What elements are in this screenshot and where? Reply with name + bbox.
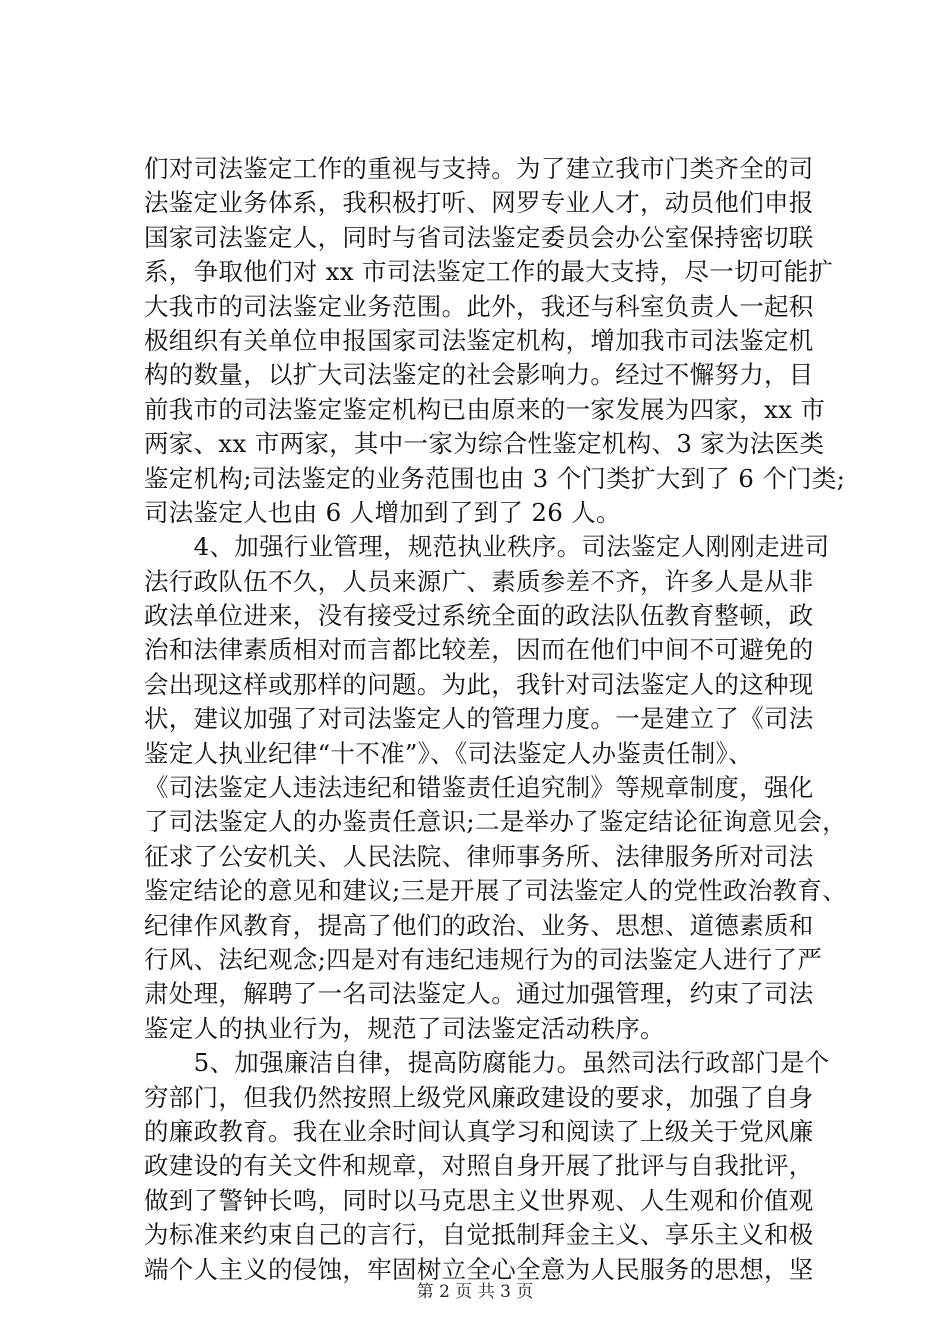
text-line: 法鉴定业务体系，我积极打听、网罗专业人才，动员他们申报 bbox=[144, 188, 814, 218]
text-line: 国家司法鉴定人，同时与省司法鉴定委员会办公室保持密切联 bbox=[144, 222, 814, 252]
text-line: 纪律作风教育，提高了他们的政治、业务、思想、道德素质和 bbox=[144, 910, 814, 940]
text-line: 极组织有关单位申报国家司法鉴定机构，增加我市司法鉴定机 bbox=[144, 325, 814, 355]
text-line: 为标准来约束自己的言行，自觉抵制拜金主义、享乐主义和极 bbox=[144, 1220, 814, 1250]
text-line: 的廉政教育。我在业余时间认真学习和阅读了上级关于党风廉 bbox=[144, 1116, 814, 1146]
text-line: 法行政队伍不久，人员来源广、素质参差不齐，许多人是从非 bbox=[144, 566, 814, 596]
text-line: 政建设的有关文件和规章，对照自身开展了批评与自我批评， bbox=[144, 1151, 814, 1181]
text-line: 《司法鉴定人违法违纪和错鉴责任追究制》等规章制度，强化 bbox=[144, 773, 814, 803]
text-line: 征求了公安机关、人民法院、律师事务所、法律服务所对司法 bbox=[144, 841, 814, 871]
text-line: 鉴定人的执业行为，规范了司法鉴定活动秩序。 bbox=[144, 1013, 665, 1043]
text-line: 大我市的司法鉴定业务范围。此外，我还与科室负责人一起积 bbox=[144, 291, 814, 321]
text-line: 行风、法纪观念;四是对有违纪违规行为的司法鉴定人进行了严 bbox=[144, 944, 823, 974]
text-line: 状，建议加强了对司法鉴定人的管理力度。一是建立了《司法 bbox=[144, 704, 814, 734]
text-line: 前我市的司法鉴定鉴定机构已由原来的一家发展为四家，xx 市 bbox=[144, 394, 826, 424]
text-line: 治和法律素质相对而言都比较差，因而在他们中间不可避免的 bbox=[144, 635, 814, 665]
text-line: 政法单位进来，没有接受过系统全面的政法队伍教育整顿，政 bbox=[144, 601, 814, 631]
text-line: 4、加强行业管理，规范执业秩序。司法鉴定人刚刚走进司 bbox=[144, 532, 830, 562]
text-line: 鉴定结论的意见和建议;三是开展了司法鉴定人的党性政治教育、 bbox=[144, 876, 847, 906]
text-line: 5、加强廉洁自律，提高防腐能力。虽然司法行政部门是个 bbox=[144, 1048, 830, 1078]
page-footer: 第 2 页 共 3 页 bbox=[416, 1282, 534, 1302]
text-line: 司法鉴定人也由 6 人增加到了到了 26 人。 bbox=[144, 497, 621, 527]
text-line: 两家、xx 市两家，其中一家为综合性鉴定机构、3 家为法医类 bbox=[144, 429, 825, 459]
document-body bbox=[144, 152, 847, 1287]
text-line: 肃处理，解聘了一名司法鉴定人。通过加强管理，约束了司法 bbox=[144, 979, 814, 1009]
text-line: 穷部门，但我仍然按照上级党风廉政建设的要求，加强了自身 bbox=[144, 1082, 814, 1112]
text-line: 们对司法鉴定工作的重视与支持。为了建立我市门类齐全的司 bbox=[144, 154, 814, 183]
text-line: 会出现这样或那样的问题。为此，我针对司法鉴定人的这种现 bbox=[144, 669, 814, 699]
text-line: 做到了警钟长鸣，同时以马克思主义世界观、人生观和价值观 bbox=[144, 1185, 814, 1215]
text-line: 鉴定人执业纪律“十不准”》、《司法鉴定人办鉴责任制》、 bbox=[144, 738, 753, 768]
text-line: 构的数量，以扩大司法鉴定的社会影响力。经过不懈努力，目 bbox=[144, 360, 814, 390]
text-line: 系，争取他们对 xx 市司法鉴定工作的最大支持，尽一切可能扩 bbox=[144, 257, 834, 287]
text-line: 鉴定机构;司法鉴定的业务范围也由 3 个门类扩大到了 6 个门类; bbox=[144, 463, 846, 493]
text-line: 了司法鉴定人的办鉴责任意识;二是举办了鉴定结论征询意见会， bbox=[144, 807, 847, 837]
text-line: 端个人主义的侵蚀，牢固树立全心全意为人民服务的思想，坚 bbox=[144, 1254, 814, 1284]
